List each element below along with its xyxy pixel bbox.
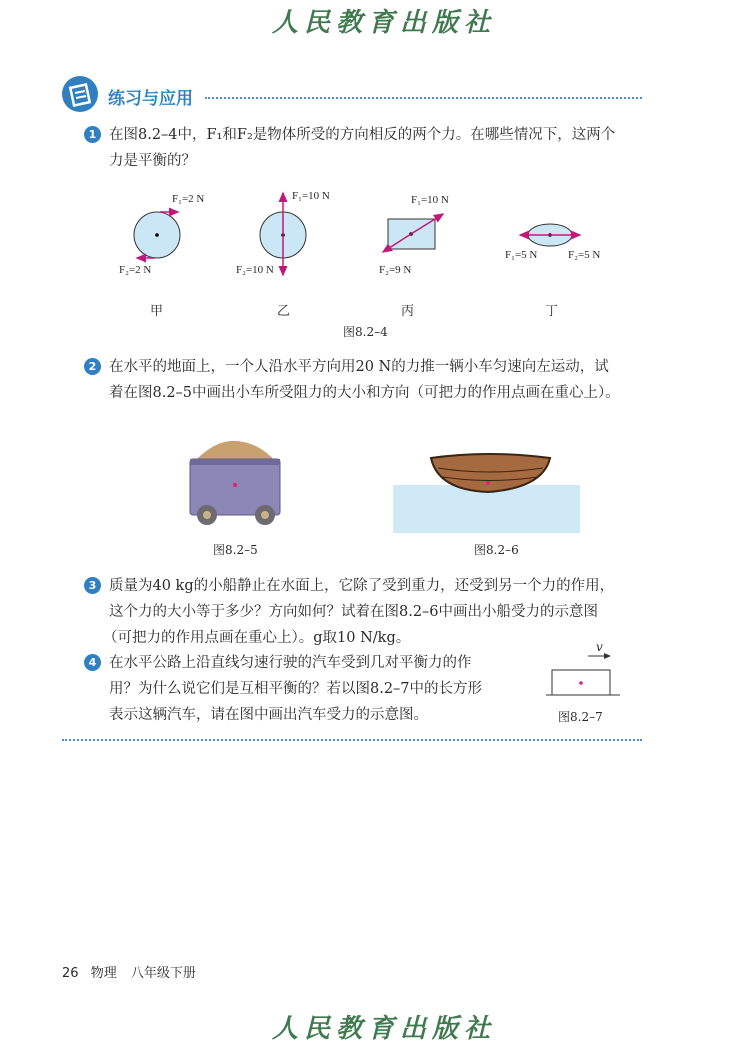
subject: 物理 — [90, 966, 117, 981]
panel-bing — [383, 214, 443, 252]
question-2 — [84, 354, 620, 406]
boat-illustration — [393, 450, 580, 535]
publisher-logo-top: 人民教育出版社 — [272, 8, 497, 38]
figure-caption: 图8.2–7 — [558, 710, 603, 724]
figure-caption: 图8.2–6 — [474, 543, 519, 557]
force-label: F₁=5 N — [505, 249, 538, 261]
question-text: （可把力的作用点画在重心上）。g取10 N/kg。 — [103, 630, 411, 646]
figure-caption: 图8.2–4 — [343, 325, 388, 339]
question-text: 在图8.2–4中，F₁和F₂是物体所受的方向相反的两个力。在哪些情况下，这两个 — [109, 127, 616, 143]
panel-jia — [134, 212, 180, 258]
divider — [62, 739, 642, 741]
page-footer — [62, 962, 196, 981]
section-title: 练习与应用 — [108, 89, 193, 109]
panel-label: 甲 — [150, 304, 164, 319]
panel-label: 丙 — [401, 304, 415, 319]
publisher-logo-bottom: 人民教育出版社 — [272, 1014, 497, 1044]
question-text: 在水平的地面上，一个人沿水平方向用20 N的力推一辆小车匀速向左运动，试 — [109, 359, 609, 375]
page-number: 26 — [62, 966, 79, 981]
velocity-label: v — [596, 640, 603, 654]
question-4 — [84, 650, 482, 728]
question-3 — [84, 573, 614, 651]
question-text: 在水平公路上沿直线匀速行驶的汽车受到几对平衡力的作 — [109, 655, 472, 671]
panel-yi — [260, 193, 306, 275]
cart-illustration — [185, 435, 285, 530]
question-text: 着在图8.2–5中画出小车所受阻力的大小和方向（可把力的作用点画在重心上）。 — [109, 385, 620, 401]
panel-label: 乙 — [277, 304, 291, 319]
question-text: 这个力的大小等于多少？方向如何？试着在图8.2–6中画出小船受力的示意图 — [109, 604, 599, 620]
question-number: 2 — [84, 358, 101, 375]
force-label: F₂=10 N — [236, 264, 274, 276]
question-text: 表示这辆汽车，请在图中画出汽车受力的示意图。 — [109, 707, 428, 723]
question-text: 力是平衡的？ — [109, 153, 196, 169]
question-number: 1 — [84, 126, 101, 143]
question-text: 用？为什么说它们是互相平衡的？若以图8.2–7中的长方形 — [109, 681, 483, 697]
question-text: 质量为40 kg的小船静止在水面上，它除了受到重力，还受到另一个力的作用， — [109, 578, 615, 594]
book-name: 八年级下册 — [130, 966, 196, 981]
question-number: 3 — [84, 577, 101, 594]
force-label: F₁=10 N — [411, 194, 449, 206]
force-label: F₂=2 N — [119, 264, 152, 276]
panel-label: 丁 — [545, 304, 559, 319]
force-label: F₂=9 N — [379, 264, 412, 276]
figure-caption: 图8.2–5 — [213, 543, 258, 557]
force-label: F₁=2 N — [172, 193, 205, 205]
force-label: F₂=5 N — [568, 249, 601, 261]
exercise-icon — [62, 76, 98, 112]
figure-8-2-7 — [540, 650, 630, 700]
divider — [205, 97, 642, 99]
force-label: F₁=10 N — [292, 190, 330, 202]
panel-ding — [520, 224, 580, 246]
question-1 — [84, 122, 615, 174]
question-number: 4 — [84, 654, 101, 671]
